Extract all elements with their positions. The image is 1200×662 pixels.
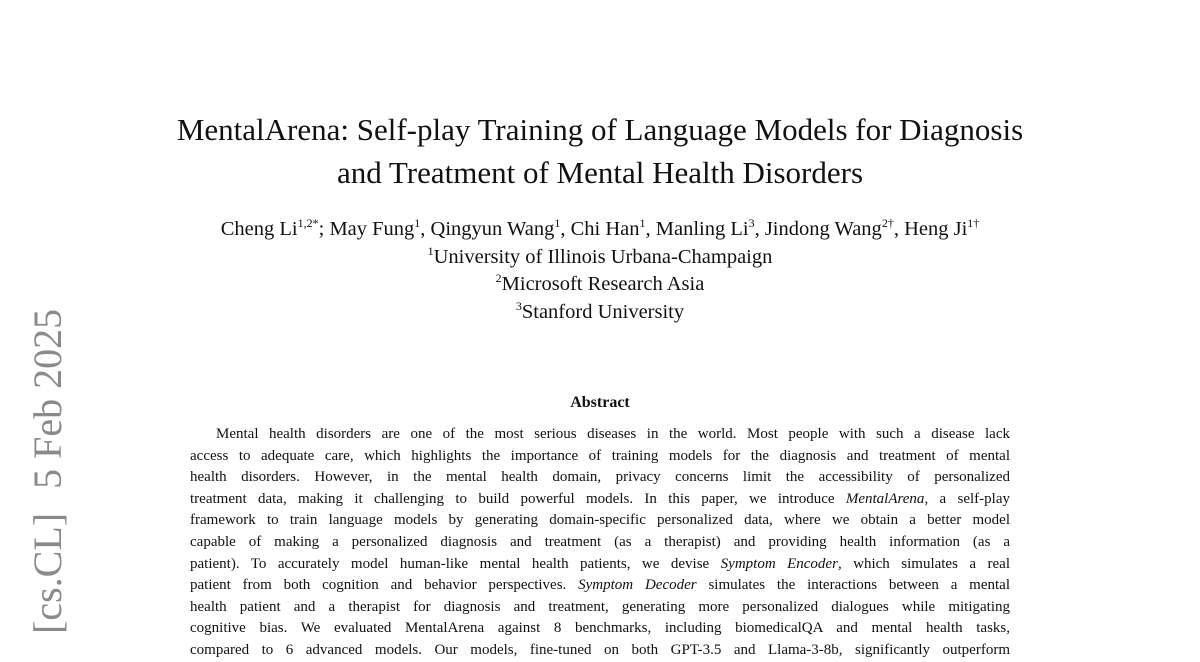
author-list (0, 216, 1200, 244)
abstract-line (190, 532, 1010, 554)
abstract-text: access to adequate care, which highlights the importance of training models for the diagnosis and treatment of mental (190, 447, 1010, 464)
affiliation-name: Stanford University (521, 300, 685, 323)
affiliation-list (0, 244, 1200, 327)
affiliation-number: 3 (515, 298, 522, 313)
abstract-text: , a self-play (924, 490, 1010, 507)
title-line-1: MentalArena: Self-play Training of Language Models for Diagnosis (176, 112, 1024, 147)
author-name (329, 218, 420, 240)
author-separator: , (420, 218, 431, 240)
author-affiliation-mark: 3 (748, 216, 755, 230)
author-affiliation-mark: 1 (414, 216, 421, 230)
abstract-text: Mental health disorders are one of the most serious diseases in the world. Most people with such a disease lack (216, 426, 1010, 442)
abstract-emphasis: Symptom Decoder (578, 577, 697, 594)
author-name (904, 218, 979, 240)
abstract-line (190, 489, 1010, 511)
author-block (0, 216, 1200, 326)
abstract-line (190, 575, 1010, 597)
author-name-text: Jindong Wang (764, 218, 882, 240)
author-name (765, 218, 894, 240)
abstract-line (190, 446, 1010, 468)
arxiv-category: [cs.CL] (25, 512, 70, 634)
author-name-text: Heng Ji (904, 218, 968, 240)
affiliation-name: University of Illinois Urbana-Champaign (433, 245, 773, 268)
affiliation-number: 1 (427, 243, 434, 258)
abstract-text: health patient and a therapist for diagnosis and treatment, generating more personalized dialogues while mitigating (190, 598, 1010, 615)
author-name-text: Manling Li (655, 218, 749, 240)
affiliation-number: 2 (495, 271, 502, 285)
abstract-line (190, 467, 1010, 489)
author-separator: , (560, 218, 571, 240)
author-name (571, 218, 646, 240)
affiliation-name: Microsoft Research Asia (501, 273, 705, 295)
author-affiliation-mark: 1 (639, 216, 646, 230)
author-separator: , (645, 218, 656, 240)
abstract-emphasis: MentalArena (845, 490, 925, 507)
author-name (431, 218, 561, 240)
abstract-text: framework to train language models by generating domain-specific personalized data, where we obtain a better model (190, 512, 1010, 529)
abstract-line (190, 640, 1010, 662)
abstract-text: cognitive bias. We evaluated MentalArena against 8 benchmarks, including biomedicalQA and mental health tasks, (190, 620, 1010, 637)
abstract-text: patient from both cognition and behavior perspectives. (190, 577, 579, 594)
author-name-text: May Fung (329, 218, 415, 240)
paper-title (0, 108, 1200, 194)
abstract-body (190, 424, 1010, 662)
author-name-text: Chi Han (570, 218, 640, 240)
author-separator: ; (318, 218, 330, 240)
author-affiliation-mark: 1† (967, 216, 980, 230)
affiliation (0, 271, 1200, 299)
abstract-line (190, 618, 1010, 640)
author-name-text: Cheng Li (220, 218, 298, 240)
author-separator: , (754, 218, 765, 240)
affiliation (0, 244, 1200, 272)
arxiv-stamp (25, 308, 70, 634)
abstract-line (190, 510, 1010, 532)
author-affiliation-mark: 1,2 (297, 216, 313, 230)
abstract-text: health disorders. However, in the mental health domain, privacy concerns limit the accessibility of personalized (190, 469, 1010, 486)
abstract-text: compared to 6 advanced models. Our models, fine-tuned on both GPT-3.5 and Llama-3-8b, significantly outperform (190, 641, 1010, 658)
author-affiliation-mark: 1 (554, 216, 561, 230)
abstract-text: patient). To accurately model human-like mental health patients, we devise (190, 555, 721, 572)
abstract-line (190, 554, 1010, 576)
abstract-text: , which simulates a real (837, 555, 1010, 572)
affiliation (0, 299, 1200, 327)
abstract-line (190, 597, 1010, 619)
abstract-text: capable of making a personalized diagnosis and treatment (as a therapist) and providing health information (as a (190, 533, 1010, 550)
abstract-text: treatment data, making it challenging to build powerful models. In this paper, we introduce (190, 490, 846, 507)
arxiv-date: 5 Feb 2025 (25, 308, 70, 489)
abstract-line (190, 424, 1010, 446)
author-separator: , (893, 218, 905, 240)
author-name-text: Qingyun Wang (430, 218, 555, 240)
abstract-text: simulates the interactions between a mental (696, 577, 1010, 594)
abstract-emphasis: Symptom Encoder (720, 555, 838, 572)
title-line-2: and Treatment of Mental Health Disorders (336, 155, 864, 190)
abstract-heading: Abstract (570, 394, 630, 411)
author-name (221, 218, 319, 240)
author-affiliation-mark: 2† (881, 216, 894, 230)
author-name (656, 218, 755, 240)
author-note-mark: * (312, 216, 319, 230)
